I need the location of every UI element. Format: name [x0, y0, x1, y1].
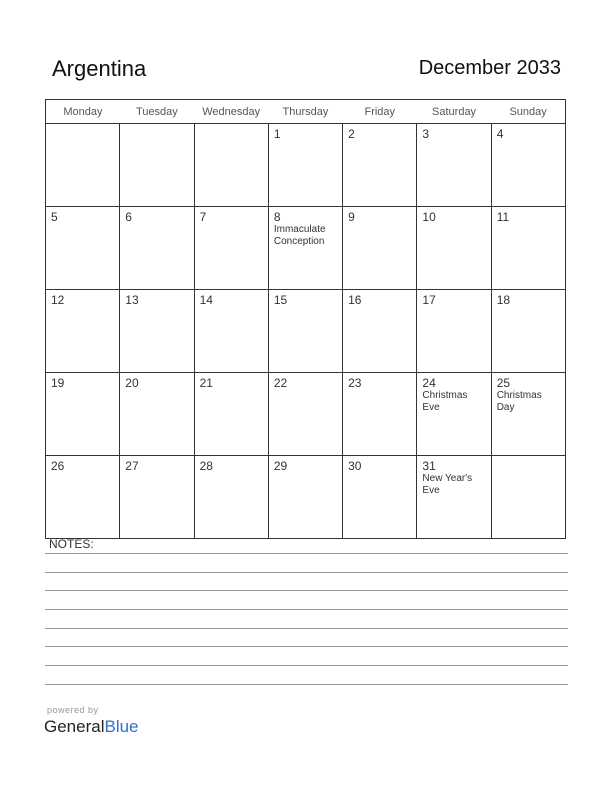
day-number: 26: [51, 459, 65, 473]
calendar-day-cell: [120, 124, 194, 207]
day-number: 7: [199, 210, 207, 224]
note-line: [45, 590, 568, 591]
calendar-grid: [45, 99, 566, 539]
holiday-label: New Year's Eve: [422, 473, 473, 496]
day-number: 27: [125, 459, 139, 473]
day-number: 8: [273, 210, 281, 224]
note-line: [45, 553, 568, 554]
day-number: 17: [422, 293, 436, 307]
day-number: 25: [496, 376, 511, 390]
calendar-day-cell: [120, 373, 194, 456]
day-number: 10: [422, 210, 436, 224]
page-title-country: Argentina: [52, 56, 147, 81]
calendar-day-cell: [491, 373, 565, 456]
day-number: 1: [273, 127, 281, 141]
calendar-day-cell: [343, 124, 417, 207]
note-line: [45, 572, 568, 573]
brand-logo: [44, 717, 139, 737]
calendar-day-cell: [120, 456, 194, 539]
calendar-day-cell: [268, 124, 342, 207]
calendar-day-cell: [120, 290, 194, 373]
calendar-day-cell: [417, 290, 491, 373]
holiday-label: Immaculate Conception: [273, 224, 326, 247]
day-number: 21: [199, 376, 213, 390]
calendar-week-row: [46, 207, 566, 290]
weekday-header-row: [46, 100, 566, 124]
calendar-day-cell: [491, 456, 565, 539]
calendar-day-cell: [343, 373, 417, 456]
calendar-day-cell: [417, 207, 491, 290]
calendar-week-row: [46, 456, 566, 539]
calendar-day-cell: [417, 124, 491, 207]
note-line: [45, 609, 568, 610]
day-number: 16: [348, 293, 362, 307]
calendar-day-cell: [417, 456, 491, 539]
day-number: 15: [273, 293, 288, 307]
day-number: 5: [51, 210, 58, 224]
day-number: 22: [273, 376, 288, 390]
calendar-day-cell: [343, 290, 417, 373]
day-number: 4: [496, 127, 504, 141]
day-number: 23: [348, 376, 362, 390]
calendar-day-cell: [46, 290, 120, 373]
calendar-day-cell: [268, 290, 342, 373]
holiday-label: Christmas Day: [496, 390, 542, 413]
calendar-day-cell: [46, 207, 120, 290]
calendar-day-cell: [491, 290, 565, 373]
day-number: 14: [199, 293, 213, 307]
notes-label: NOTES:: [49, 537, 94, 551]
brand-general: General: [44, 717, 105, 736]
calendar-day-cell: [268, 373, 342, 456]
calendar-day-cell: [194, 456, 268, 539]
calendar-day-cell: [491, 207, 565, 290]
calendar-day-cell: [491, 124, 565, 207]
calendar-day-cell: [46, 456, 120, 539]
calendar-day-cell: [120, 207, 194, 290]
day-number: 3: [422, 127, 430, 141]
day-number: 18: [496, 293, 511, 307]
calendar-day-cell: [194, 290, 268, 373]
calendar-week-row: [46, 373, 566, 456]
day-number: 28: [199, 459, 213, 473]
weekday-header: Wednesday: [194, 100, 268, 124]
holiday-label: Christmas Eve: [422, 390, 468, 413]
day-number: 13: [125, 293, 139, 307]
calendar-week-row: [46, 290, 566, 373]
weekday-header: Tuesday: [120, 100, 194, 124]
weekday-header: Saturday: [417, 100, 491, 124]
calendar-day-cell: [417, 373, 491, 456]
day-number: 12: [51, 293, 65, 307]
day-number: 9: [348, 210, 355, 224]
day-number: 31: [422, 459, 436, 473]
calendar-day-cell: [194, 207, 268, 290]
calendar-day-cell: [268, 207, 342, 290]
calendar-day-cell: [194, 124, 268, 207]
calendar-day-cell: [46, 373, 120, 456]
day-number: 2: [348, 127, 355, 141]
calendar-day-cell: [46, 124, 120, 207]
day-number: 29: [273, 459, 288, 473]
note-line: [45, 665, 568, 666]
day-number: 6: [125, 210, 132, 224]
note-line: [45, 628, 568, 629]
day-number: 30: [348, 459, 362, 473]
brand-blue: Blue: [104, 717, 139, 736]
calendar-week-row: [46, 124, 566, 207]
weekday-header: Monday: [46, 100, 120, 124]
calendar-day-cell: [268, 456, 342, 539]
weekday-header: Sunday: [491, 100, 565, 124]
day-number: 11: [496, 210, 510, 224]
note-line: [45, 684, 568, 685]
day-number: 24: [422, 376, 436, 390]
calendar-day-cell: [343, 456, 417, 539]
calendar-day-cell: [194, 373, 268, 456]
day-number: 20: [125, 376, 139, 390]
weekday-header: Thursday: [268, 100, 342, 124]
page-title-month: December 2033: [418, 57, 561, 79]
note-line: [45, 646, 568, 647]
day-number: 19: [51, 376, 65, 390]
powered-by-text: powered by: [47, 705, 99, 715]
weekday-header: Friday: [343, 100, 417, 124]
calendar-day-cell: [343, 207, 417, 290]
